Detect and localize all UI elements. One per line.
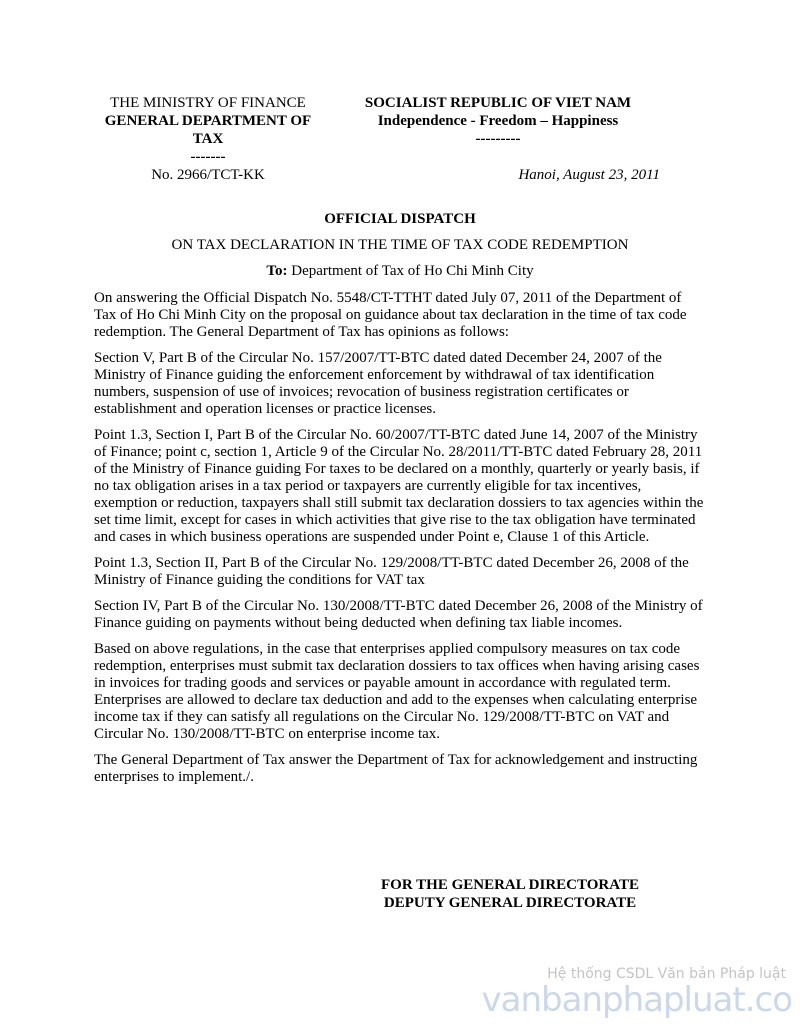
issuing-authority-header bbox=[90, 94, 326, 166]
department-name-line2: TAX bbox=[192, 131, 224, 147]
recipient-label: To: bbox=[266, 263, 288, 279]
recipient-value: Department of Tax of Ho Chi Minh City bbox=[291, 263, 534, 279]
watermark-site: vanbanphapluat.co bbox=[481, 980, 792, 1020]
recipient-line bbox=[0, 263, 800, 280]
paragraph: Section IV, Part B of the Circular No. 130/2008/TT-BTC dated December 26, 2008 of the Ministry of Finance guiding on payments without being deducted when defining tax liable incomes. bbox=[94, 598, 703, 631]
ministry-name: THE MINISTRY OF FINANCE bbox=[110, 95, 306, 111]
national-header bbox=[348, 94, 648, 148]
paragraph: Point 1.3, Section I, Part B of the Circular No. 60/2007/TT-BTC dated June 14, 2007 of the Ministry of Finance; point c, section 1, Article 9 of the Circular No. 28/2011/TT-BTC dated February 28, 2011 of the Ministry of Finance guiding For taxes to be declared on a monthly, quarterly or yearly basis, if no tax obligation arises in a tax period or taxpayers are currently eligible for tax incentives, exemption or reduction, taxpayers shall still submit tax declaration dossiers to tax agencies within the set time limit, except for cases in which activities that give rise to the tax obligation have terminated and cases in which business operations are suspended under Point e, Clause 1 of this Article. bbox=[94, 427, 704, 545]
header-left-separator: ------- bbox=[190, 149, 226, 165]
national-motto: Independence - Freedom – Happiness bbox=[377, 113, 619, 129]
signature-line2: DEPUTY GENERAL DIRECTORATE bbox=[383, 895, 637, 911]
document-date: Hanoi, August 23, 2011 bbox=[518, 167, 660, 183]
document-subtitle: ON TAX DECLARATION IN THE TIME OF TAX CODE REDEMPTION bbox=[171, 237, 629, 253]
document-title: OFFICIAL DISPATCH bbox=[324, 211, 476, 227]
signature-block bbox=[350, 876, 670, 912]
paragraph: Point 1.3, Section II, Part B of the Circular No. 129/2008/TT-BTC dated December 26, 2008 of the Ministry of Finance guiding the conditions for VAT tax bbox=[94, 555, 689, 588]
paragraph: Section V, Part B of the Circular No. 157/2007/TT-BTC dated dated December 24, 2007 of the Ministry of Finance guiding the enforcement enforcement by withdrawal of tax identification numbers, suspension of use of invoices; revocation of business registration certificates or establishment and operation licenses or practice licenses. bbox=[94, 350, 662, 417]
document-body bbox=[94, 290, 706, 795]
department-name-line1: GENERAL DEPARTMENT OF bbox=[104, 113, 312, 129]
header-right-separator: --------- bbox=[475, 131, 521, 147]
paragraph: Based on above regulations, in the case that enterprises applied compulsory measures on tax code redemption, enterprises must submit tax declaration dossiers to tax offices when having arising cases in invoices for trading goods and services or payable amount in accordance with regulated term. Enterprises are allowed to declare tax deduction and add to the expenses when calculating enterprise income tax if they can satisfy all regulations on the Circular No. 129/2008/TT-BTC on VAT and Circular No. 130/2008/TT-BTC on enterprise income tax. bbox=[94, 641, 700, 742]
document-number: No. 2966/TCT-KK bbox=[151, 167, 265, 183]
paragraph: On answering the Official Dispatch No. 5548/CT-TTHT dated July 07, 2011 of the Department of Tax of Ho Chi Minh City on the proposal on guidance about tax declaration in the time of tax code redemption. The General Department of Tax has opinions as follows: bbox=[94, 290, 687, 340]
signature-line1: FOR THE GENERAL DIRECTORATE bbox=[381, 877, 639, 893]
paragraph: The General Department of Tax answer the Department of Tax for acknowledgement and instructing enterprises to implement./. bbox=[94, 752, 698, 785]
watermark-caption: Hệ thống CSDL Văn bản Pháp luật bbox=[547, 966, 786, 982]
country-name: SOCIALIST REPUBLIC OF VIET NAM bbox=[364, 95, 632, 111]
